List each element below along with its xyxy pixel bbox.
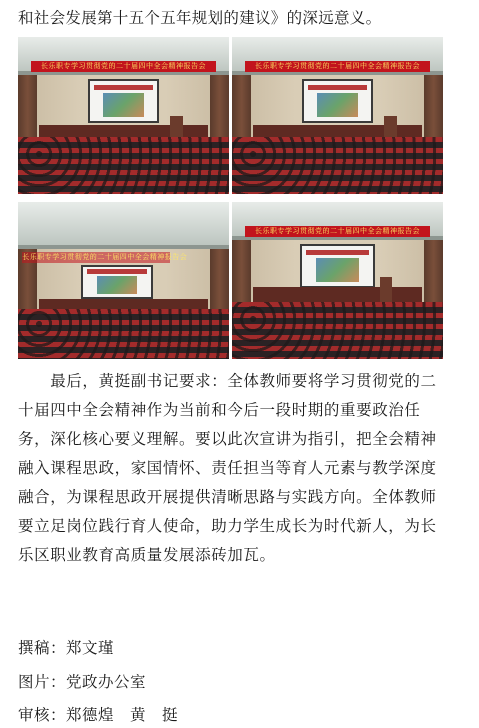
meeting-photo-3 bbox=[18, 202, 229, 359]
meeting-photo-1 bbox=[18, 37, 229, 194]
photo-banner: 长乐职专学习贯彻党的二十届四中全会精神报告会 bbox=[245, 61, 431, 72]
author-credit: 撰稿：郑文瑾 bbox=[18, 639, 115, 657]
paragraph-line: 务，深化核心要义理解。要以此次宣讲为指引，把全会精神 bbox=[18, 430, 437, 448]
audience-seats bbox=[232, 137, 443, 194]
paragraph-line: 十届四中全会精神作为当前和今后一段时期的重要政治任 bbox=[18, 401, 421, 419]
paragraph-tail-line: 和社会发展第十五个五年规划的建议》的深远意义。 bbox=[18, 9, 382, 27]
meeting-photo-2 bbox=[232, 37, 443, 194]
paragraph-line: 最后，黄挺副书记要求：全体教师要将学习贯彻党的二 bbox=[18, 372, 437, 390]
audience-seats bbox=[232, 302, 443, 359]
closing-paragraph bbox=[18, 367, 466, 570]
photo-banner: 长乐职专学习贯彻党的二十届四中全会精神报告会 bbox=[22, 253, 188, 262]
photo-banner: 长乐职专学习贯彻党的二十届四中全会精神报告会 bbox=[245, 226, 431, 237]
projection-screen bbox=[302, 79, 374, 123]
photo-credit: 图片：党政办公室 bbox=[18, 673, 147, 691]
projection-screen bbox=[300, 244, 376, 288]
paragraph-line: 要立足岗位践行育人使命，助力学生成长为时代新人，为长 bbox=[18, 517, 437, 535]
paragraph-line: 融入课程思政，家国情怀、责任担当等育人元素与教学深度 bbox=[18, 459, 437, 477]
review-credit: 审核：郑德煌 黄 挺 bbox=[18, 706, 179, 724]
projection-screen bbox=[88, 79, 160, 123]
audience-seats bbox=[18, 309, 229, 359]
paragraph-line: 融合，为课程思政开展提供清晰思路与实践方向。全体教师 bbox=[18, 488, 437, 506]
paragraph-line: 乐区职业教育高质量发展添砖加瓦。 bbox=[18, 546, 276, 564]
photo-banner: 长乐职专学习贯彻党的二十届四中全会精神报告会 bbox=[31, 61, 217, 72]
audience-seats bbox=[18, 137, 229, 194]
meeting-photo-4 bbox=[232, 202, 443, 359]
projection-screen bbox=[81, 265, 153, 300]
